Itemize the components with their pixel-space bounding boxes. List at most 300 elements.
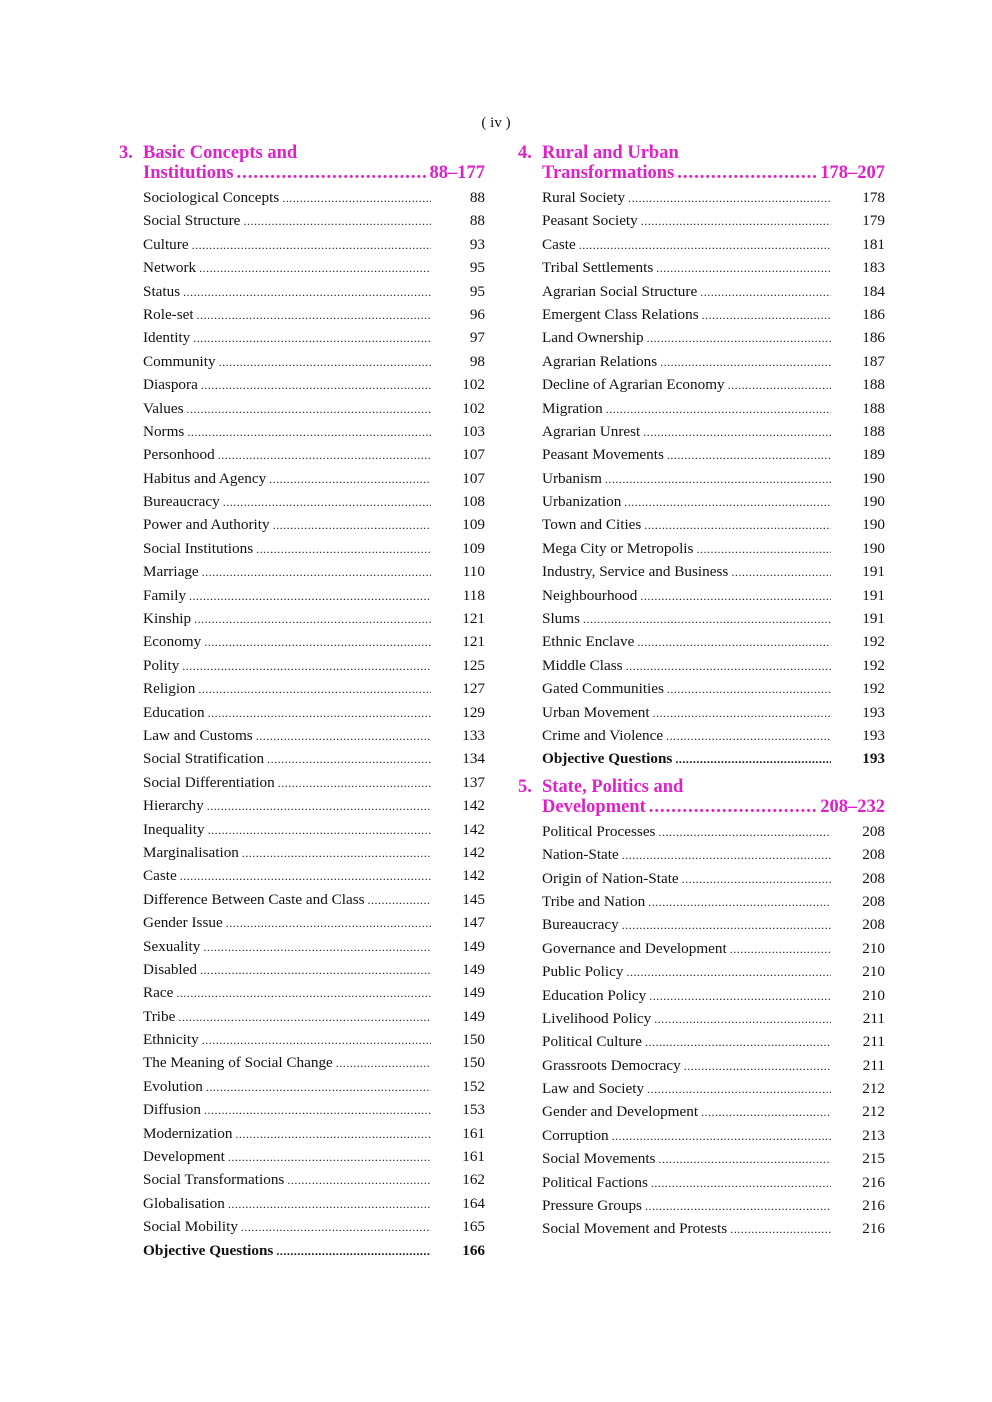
chapter-4-heading[interactable] — [518, 143, 885, 183]
dot-leader — [187, 421, 431, 444]
toc-entry-title: Status — [143, 282, 181, 300]
toc-entry-page: 210 — [862, 963, 885, 981]
dot-leader — [658, 821, 831, 844]
toc-entry[interactable] — [518, 1217, 885, 1240]
toc-entry[interactable] — [119, 1239, 485, 1262]
toc-entry[interactable] — [518, 1124, 885, 1147]
toc-entry-page: 149 — [462, 984, 485, 1002]
dot-leader — [637, 631, 831, 654]
toc-entry-title: Identity — [143, 329, 191, 347]
toc-entry[interactable] — [119, 935, 485, 958]
dot-leader — [647, 1078, 831, 1101]
dot-leader — [651, 1172, 831, 1195]
toc-entry-title: Urban Movement — [542, 703, 650, 721]
toc-entry[interactable] — [119, 1122, 485, 1145]
toc-entry-page: 145 — [462, 890, 485, 908]
chapter-number: 5. — [518, 776, 532, 797]
toc-entry[interactable] — [518, 326, 885, 349]
toc-entry-page: 96 — [469, 305, 485, 323]
dot-leader — [606, 398, 831, 421]
toc-entry-page: 110 — [462, 563, 485, 581]
toc-entry[interactable] — [119, 350, 485, 373]
toc-entry-page: 189 — [862, 446, 885, 464]
toc-entry-title: Migration — [542, 399, 603, 417]
toc-entry-page: 149 — [462, 1007, 485, 1025]
toc-entry-page: 186 — [862, 329, 885, 347]
toc-entry-page: 208 — [862, 822, 885, 840]
toc-entry[interactable] — [119, 209, 485, 232]
toc-entry-title: Slums — [542, 610, 580, 628]
toc-entry-title: Gender and Development — [542, 1103, 699, 1121]
toc-entry-page: 188 — [862, 399, 885, 417]
dot-leader — [648, 891, 831, 914]
chapter-page-range: 178–207 — [820, 163, 885, 183]
dot-leader — [667, 678, 831, 701]
dot-leader — [218, 444, 431, 467]
toc-entry[interactable] — [518, 630, 885, 653]
toc-entry-page: 210 — [862, 939, 885, 957]
dot-leader — [204, 631, 431, 654]
toc-entry[interactable] — [518, 724, 885, 747]
dot-leader — [684, 1055, 831, 1078]
dot-leader — [192, 234, 431, 257]
toc-entry[interactable] — [518, 280, 885, 303]
toc-entry[interactable] — [119, 864, 485, 887]
chapter-title: Rural and Urban — [542, 143, 679, 163]
toc-entry-page: 88 — [469, 189, 485, 206]
toc-entry[interactable] — [518, 1194, 885, 1217]
dot-leader — [667, 444, 831, 467]
toc-entry-title: Peasant Movements — [542, 446, 664, 464]
dot-leader — [730, 938, 831, 961]
toc-entry-page: 121 — [462, 633, 485, 651]
page-number: ( iv ) — [481, 115, 511, 131]
dot-leader — [731, 561, 831, 584]
toc-entry[interactable] — [119, 584, 485, 607]
toc-entry-page: 161 — [462, 1148, 485, 1166]
dot-leader — [269, 468, 431, 491]
toc-entry[interactable] — [119, 1145, 485, 1168]
toc-entry-title: Globalisation — [143, 1194, 225, 1212]
toc-entry[interactable] — [518, 420, 885, 443]
dot-leader — [641, 210, 831, 233]
toc-entry-title: Gender Issue — [143, 914, 223, 932]
toc-entry[interactable] — [518, 937, 885, 960]
dot-leader — [647, 327, 831, 350]
toc-entry-title: Rural Society — [542, 189, 626, 206]
toc-entry[interactable] — [119, 467, 485, 490]
toc-entry-title: Marginalisation — [143, 843, 239, 861]
toc-entry[interactable] — [119, 280, 485, 303]
toc-entry-title: Norms — [143, 422, 185, 440]
toc-entry[interactable] — [518, 397, 885, 420]
toc-entry-title: Education — [143, 703, 205, 721]
toc-entry-page: 190 — [862, 493, 885, 511]
toc-entry-page: 93 — [469, 235, 485, 253]
toc-entry[interactable] — [119, 1028, 485, 1051]
toc-entry-title: Caste — [542, 235, 576, 253]
chapter-3-heading[interactable] — [119, 143, 485, 183]
chapter-title-cont: Institutions — [143, 163, 234, 183]
dot-leader — [176, 982, 431, 1005]
toc-entry[interactable] — [518, 209, 885, 232]
toc-entry-page: 208 — [862, 892, 885, 910]
toc-entry-title: Role-set — [143, 305, 194, 323]
dot-leader — [645, 1031, 831, 1054]
toc-entry[interactable] — [119, 630, 485, 653]
toc-entry[interactable] — [119, 724, 485, 747]
chapter-3-entries — [119, 186, 485, 1262]
toc-entry-title: Social Stratification — [143, 750, 265, 768]
toc-entry[interactable] — [119, 911, 485, 934]
toc-entry[interactable] — [518, 467, 885, 490]
toc-entry[interactable] — [518, 373, 885, 396]
toc-entry[interactable] — [518, 303, 885, 326]
toc-entry-page: 216 — [862, 1220, 885, 1238]
toc-entry-title: The Meaning of Social Change — [143, 1054, 333, 1072]
toc-entry-page: 190 — [862, 469, 885, 487]
toc-entry[interactable] — [119, 888, 485, 911]
toc-entry-page: 212 — [862, 1103, 885, 1121]
toc-entry[interactable] — [518, 584, 885, 607]
toc-entry[interactable] — [119, 747, 485, 770]
toc-entry-page: 137 — [462, 773, 485, 791]
toc-entry-page: 95 — [469, 259, 485, 277]
toc-entry[interactable] — [119, 513, 485, 536]
toc-entry[interactable] — [518, 677, 885, 700]
dot-leader — [208, 702, 431, 725]
toc-column-left — [119, 143, 485, 1262]
toc-entry-page: 178 — [862, 189, 885, 206]
toc-entry-title: Emergent Class Relations — [542, 305, 699, 323]
toc-entry-page: 191 — [862, 586, 885, 604]
dot-leader — [201, 374, 431, 397]
dot-leader — [287, 1169, 431, 1192]
toc-entry-page: 107 — [462, 469, 485, 487]
toc-entry[interactable] — [119, 771, 485, 794]
toc-entry-page: 107 — [462, 446, 485, 464]
dot-leader — [660, 351, 831, 374]
toc-entry[interactable] — [119, 443, 485, 466]
toc-entry-page: 121 — [462, 610, 485, 628]
toc-entry-title: Bureaucracy — [143, 493, 220, 511]
dot-leader — [626, 655, 831, 678]
toc-entry-title: Evolution — [143, 1077, 203, 1095]
toc-entry-title: Disabled — [143, 960, 197, 978]
toc-entry[interactable] — [119, 1005, 485, 1028]
toc-entry-page: 142 — [462, 797, 485, 815]
toc-entry[interactable] — [518, 747, 885, 770]
toc-entry-page: 190 — [862, 539, 885, 557]
toc-entry-page: 193 — [862, 726, 885, 744]
toc-entry-title: Network — [143, 259, 197, 277]
toc-entry-title: Culture — [143, 235, 189, 253]
toc-entry[interactable] — [518, 1007, 885, 1030]
dot-leader — [730, 1218, 831, 1241]
toc-entry[interactable] — [119, 1051, 485, 1074]
dot-leader — [182, 655, 431, 678]
toc-entry[interactable] — [119, 818, 485, 841]
toc-entry[interactable] — [518, 913, 885, 936]
toc-entry-title: Decline of Agrarian Economy — [542, 376, 725, 394]
toc-entry[interactable] — [119, 420, 485, 443]
toc-entry-page: 215 — [862, 1150, 885, 1168]
toc-entry[interactable] — [119, 1192, 485, 1215]
toc-entry[interactable] — [119, 654, 485, 677]
toc-entry[interactable] — [518, 1030, 885, 1053]
toc-entry-page: 95 — [469, 282, 485, 300]
dot-leader — [605, 468, 831, 491]
toc-entry[interactable] — [518, 701, 885, 724]
chapter-title-cont: Development — [542, 796, 646, 817]
dot-leader — [202, 1029, 431, 1052]
toc-entry-title: Political Factions — [542, 1173, 648, 1191]
toc-entry[interactable] — [518, 960, 885, 983]
toc-entry-page: 208 — [862, 869, 885, 887]
dot-leader — [640, 585, 831, 608]
toc-entry-title: Law and Customs — [143, 726, 253, 744]
toc-entry-page: 162 — [462, 1171, 485, 1189]
toc-entry[interactable] — [518, 820, 885, 843]
toc-entry-page: 147 — [462, 914, 485, 932]
toc-entry-page: 125 — [462, 656, 485, 674]
toc-entry-title: Polity — [143, 656, 180, 674]
dot-leader — [256, 538, 431, 561]
toc-entry-title: Nation-State — [542, 846, 619, 864]
toc-entry[interactable] — [518, 256, 885, 279]
toc-entry[interactable] — [518, 843, 885, 866]
toc-entry[interactable] — [518, 1077, 885, 1100]
dot-leader — [243, 210, 431, 233]
toc-entry-title: Difference Between Caste and Class — [143, 890, 365, 908]
toc-entry-title: Caste — [143, 867, 177, 885]
toc-entry[interactable] — [518, 1100, 885, 1123]
chapter-number: 3. — [119, 143, 133, 163]
toc-entry-title: Pressure Groups — [542, 1197, 642, 1215]
dot-leader — [643, 421, 831, 444]
toc-entry-page: 211 — [862, 1056, 885, 1074]
dot-leader — [696, 538, 831, 561]
toc-entry[interactable] — [518, 984, 885, 1007]
toc-column-right — [518, 143, 885, 1241]
toc-entry[interactable] — [518, 233, 885, 256]
dot-leader — [206, 1076, 431, 1099]
dot-leader — [256, 725, 431, 748]
toc-entry-title: Race — [143, 984, 174, 1002]
dot-leader — [267, 748, 431, 771]
dot-leader — [336, 1052, 431, 1075]
toc-entry-title: Tribe — [143, 1007, 176, 1025]
toc-entry[interactable] — [119, 981, 485, 1004]
toc-entry-title: Values — [143, 399, 184, 417]
toc-entry-title: Agrarian Unrest — [542, 422, 641, 440]
toc-entry-title: Middle Class — [542, 656, 623, 674]
toc-entry-page: 150 — [462, 1054, 485, 1072]
toc-entry-page: 150 — [462, 1031, 485, 1049]
toc-entry-title: Personhood — [143, 446, 215, 464]
toc-entry-page: 165 — [462, 1218, 485, 1236]
dot-leader — [278, 772, 431, 795]
dot-leader — [193, 327, 431, 350]
toc-entry-title: Ethnic Enclave — [542, 633, 635, 651]
toc-entry-title: Economy — [143, 633, 202, 651]
toc-entry[interactable] — [119, 1098, 485, 1121]
toc-entry[interactable] — [518, 1147, 885, 1170]
toc-entry-title: Governance and Development — [542, 939, 727, 957]
toc-entry-title: Sociological Concepts — [143, 189, 280, 206]
toc-entry[interactable] — [518, 350, 885, 373]
toc-entry-title: Neighbourhood — [542, 586, 638, 604]
dot-leader — [226, 912, 431, 935]
toc-entry-title: Community — [143, 352, 216, 370]
toc-entry-page: 183 — [862, 259, 885, 277]
toc-entry-page: 187 — [862, 352, 885, 370]
toc-entry[interactable] — [518, 490, 885, 513]
toc-entry[interactable] — [518, 654, 885, 677]
toc-entry-title: Political Culture — [542, 1033, 642, 1051]
chapter-title: Basic Concepts and — [143, 143, 298, 163]
toc-entry[interactable] — [119, 958, 485, 981]
toc-entry[interactable] — [518, 1054, 885, 1077]
toc-entry[interactable] — [518, 537, 885, 560]
toc-entry[interactable] — [518, 513, 885, 536]
dot-leader — [187, 398, 432, 421]
toc-entry-page: 127 — [462, 680, 485, 698]
toc-entry-title: Corruption — [542, 1126, 609, 1144]
toc-entry-title: Education Policy — [542, 986, 647, 1004]
dot-leader — [178, 1006, 431, 1029]
toc-entry-title: Hierarchy — [143, 797, 204, 815]
toc-entry-page: 210 — [862, 986, 885, 1004]
toc-entry[interactable] — [518, 443, 885, 466]
toc-entry-page: 190 — [862, 516, 885, 534]
toc-entry[interactable] — [119, 186, 485, 209]
toc-entry-title: Development — [143, 1148, 225, 1166]
toc-entry-title: Social Mobility — [143, 1218, 238, 1236]
toc-entry-page: 188 — [862, 376, 885, 394]
toc-entry-title: Gated Communities — [542, 680, 664, 698]
dot-leader — [579, 234, 831, 257]
chapter-title: State, Politics and — [542, 776, 684, 797]
toc-entry[interactable] — [119, 841, 485, 864]
toc-entry[interactable] — [119, 490, 485, 513]
toc-entry-page: 211 — [862, 1009, 885, 1027]
dot-leader — [242, 842, 431, 865]
toc-entry-title: Habitus and Agency — [143, 469, 267, 487]
toc-entry-title: Religion — [143, 680, 196, 698]
toc-entry[interactable] — [518, 560, 885, 583]
toc-entry[interactable] — [119, 537, 485, 560]
toc-entry-page: 213 — [862, 1126, 885, 1144]
toc-entry-title: Origin of Nation-State — [542, 869, 679, 887]
toc-entry-page: 142 — [462, 843, 485, 861]
toc-entry-title: Tribe and Nation — [542, 892, 646, 910]
dot-leader — [654, 1008, 831, 1031]
dot-leader — [626, 961, 831, 984]
dot-leader — [203, 936, 431, 959]
toc-entry[interactable] — [119, 397, 485, 420]
toc-entry[interactable] — [119, 303, 485, 326]
dot-leader — [677, 163, 817, 183]
dot-leader — [235, 1123, 431, 1146]
dot-leader — [200, 959, 431, 982]
dot-leader — [583, 608, 831, 631]
dot-leader — [183, 281, 431, 304]
toc-entry[interactable] — [518, 867, 885, 890]
toc-entry-page: 103 — [462, 422, 485, 440]
dot-leader — [197, 304, 431, 327]
toc-entry[interactable] — [518, 890, 885, 913]
toc-entry[interactable] — [518, 186, 885, 209]
toc-entry[interactable] — [119, 677, 485, 700]
toc-entry[interactable] — [518, 607, 885, 630]
dot-leader — [658, 1148, 831, 1171]
toc-entry[interactable] — [119, 326, 485, 349]
dot-leader — [241, 1216, 431, 1239]
dot-leader — [368, 889, 431, 912]
dot-leader — [622, 844, 831, 867]
toc-entry-title: Kinship — [143, 610, 192, 628]
toc-entry[interactable] — [518, 1171, 885, 1194]
dot-leader — [644, 514, 831, 537]
toc-entry[interactable] — [119, 1075, 485, 1098]
toc-entry-title: Objective Questions — [143, 1241, 274, 1259]
chapter-5-heading[interactable] — [518, 777, 885, 817]
toc-entry-title: Power and Authority — [143, 516, 270, 534]
dot-leader — [653, 702, 831, 725]
toc-entry-title: Land Ownership — [542, 329, 644, 347]
toc-entry-page: 142 — [462, 820, 485, 838]
toc-entry-title: Political Processes — [542, 822, 656, 840]
dot-leader — [207, 795, 431, 818]
dot-leader — [612, 1125, 831, 1148]
toc-entry-page: 186 — [862, 305, 885, 323]
toc-entry-title: Ethnicity — [143, 1031, 199, 1049]
toc-entry-page: 102 — [462, 399, 485, 417]
toc-entry-page: 211 — [862, 1033, 885, 1051]
toc-entry[interactable] — [119, 233, 485, 256]
dot-leader — [682, 868, 831, 891]
toc-entry[interactable] — [119, 256, 485, 279]
toc-entry[interactable] — [119, 1215, 485, 1238]
toc-entry[interactable] — [119, 560, 485, 583]
dot-leader — [204, 1099, 431, 1122]
toc-entry-title: Marriage — [143, 563, 199, 581]
toc-entry-title: Mega City or Metropolis — [542, 539, 694, 557]
toc-entry[interactable] — [119, 1168, 485, 1191]
dot-leader — [622, 914, 831, 937]
toc-entry-page: 188 — [862, 422, 885, 440]
toc-entry-page: 166 — [462, 1241, 485, 1259]
toc-entry[interactable] — [119, 607, 485, 630]
toc-entry-page: 208 — [862, 846, 885, 864]
dot-leader — [198, 678, 431, 701]
toc-entry[interactable] — [119, 701, 485, 724]
toc-entry-title: Town and Cities — [542, 516, 642, 534]
toc-entry-title: Public Policy — [542, 963, 624, 981]
chapter-page-range: 88–177 — [429, 163, 485, 183]
toc-entry-title: Diaspora — [143, 376, 198, 394]
toc-entry-title: Tribal Settlements — [542, 259, 654, 277]
toc-entry-page: 216 — [862, 1197, 885, 1215]
toc-entry-page: 108 — [462, 493, 485, 511]
toc-entry-page: 133 — [462, 726, 485, 744]
toc-entry[interactable] — [119, 794, 485, 817]
toc-entry[interactable] — [119, 373, 485, 396]
dot-leader — [208, 819, 431, 842]
toc-entry-page: 153 — [462, 1101, 485, 1119]
toc-entry-title: Objective Questions — [542, 750, 673, 768]
